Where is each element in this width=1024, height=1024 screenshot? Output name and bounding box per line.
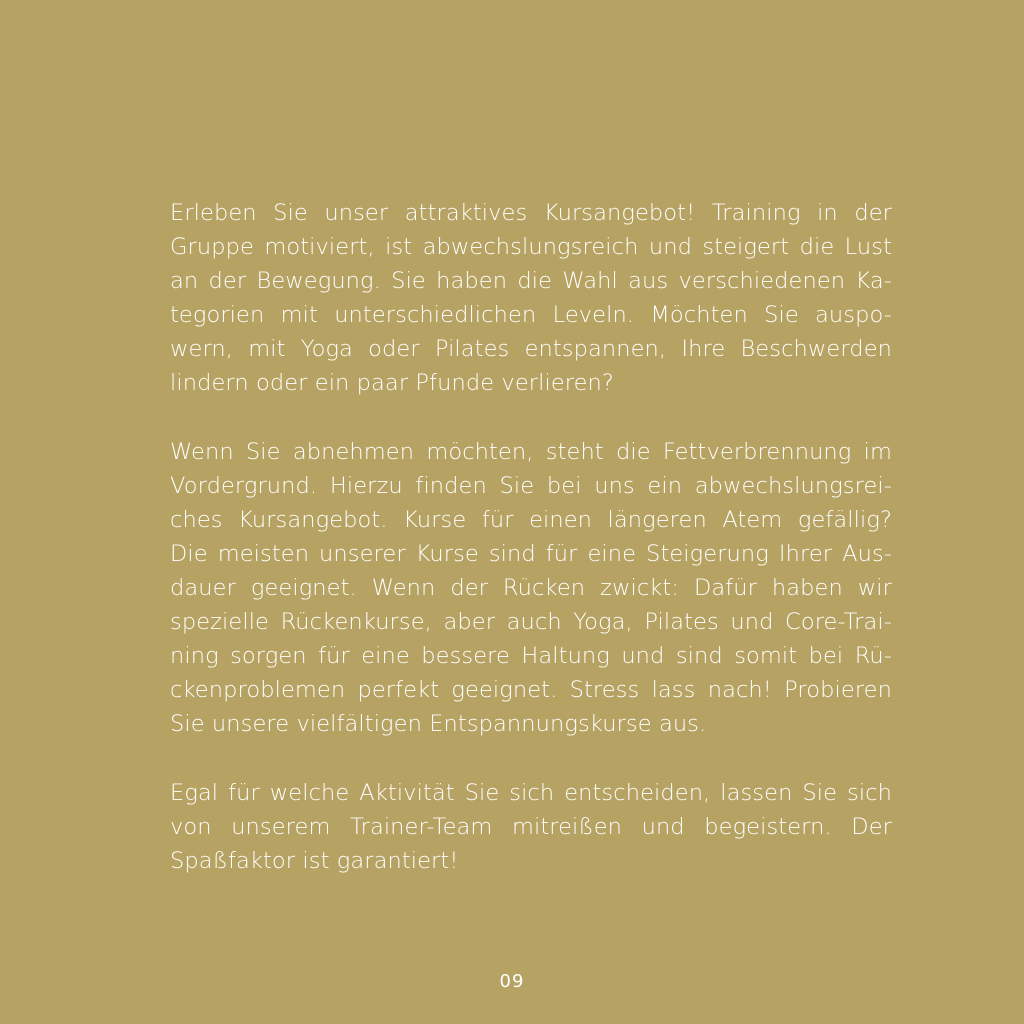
text-line: Die meisten unserer Kurse sind für eine Steigerung Ihrer Aus- bbox=[170, 541, 892, 567]
text-line: Vordergrund. Hierzu finden Sie bei uns ein abwechslungsrei- bbox=[170, 473, 892, 499]
text-line: spezielle Rückenkurse, aber auch Yoga, Pilates und Core-Trai- bbox=[170, 609, 892, 635]
text-line: Sie unsere vielfältigen Entspannungskurse aus. bbox=[170, 711, 707, 737]
paragraph-courses bbox=[170, 435, 892, 741]
text-line: Wenn Sie abnehmen möchten, steht die Fettverbrennung im bbox=[170, 439, 892, 465]
text-line: ches Kursangebot. Kurse für einen längeren Atem gefällig? bbox=[170, 507, 892, 533]
text-line: ning sorgen für eine bessere Haltung und sind somit bei Rü- bbox=[170, 643, 892, 669]
text-line: dauer geeignet. Wenn der Rücken zwickt: Dafür haben wir bbox=[170, 575, 892, 601]
body-text bbox=[170, 196, 892, 913]
text-line: an der Bewegung. Sie haben die Wahl aus verschiedenen Ka- bbox=[170, 268, 892, 294]
text-line: Erleben Sie unser attraktives Kursangebot! Training in der bbox=[170, 200, 892, 226]
page-number: 09 bbox=[499, 971, 525, 992]
text-line: wern, mit Yoga oder Pilates entspannen, Ihre Beschwerden bbox=[170, 336, 892, 362]
text-line: Spaßfaktor ist garantiert! bbox=[170, 848, 459, 874]
text-line: Gruppe motiviert, ist abwechslungsreich und steigert die Lust bbox=[170, 234, 892, 260]
text-line: lindern oder ein paar Pfunde verlieren? bbox=[170, 370, 614, 396]
paragraph-intro bbox=[170, 196, 892, 400]
text-line: tegorien mit unterschiedlichen Leveln. Möchten Sie auspo- bbox=[170, 302, 892, 328]
text-line: von unserem Trainer-Team mitreißen und begeistern. Der bbox=[170, 814, 892, 840]
text-line: Egal für welche Aktivität Sie sich entscheiden, lassen Sie sich bbox=[170, 780, 892, 806]
paragraph-closing bbox=[170, 776, 892, 878]
text-line: ckenproblemen perfekt geeignet. Stress lass nach! Probieren bbox=[170, 677, 892, 703]
